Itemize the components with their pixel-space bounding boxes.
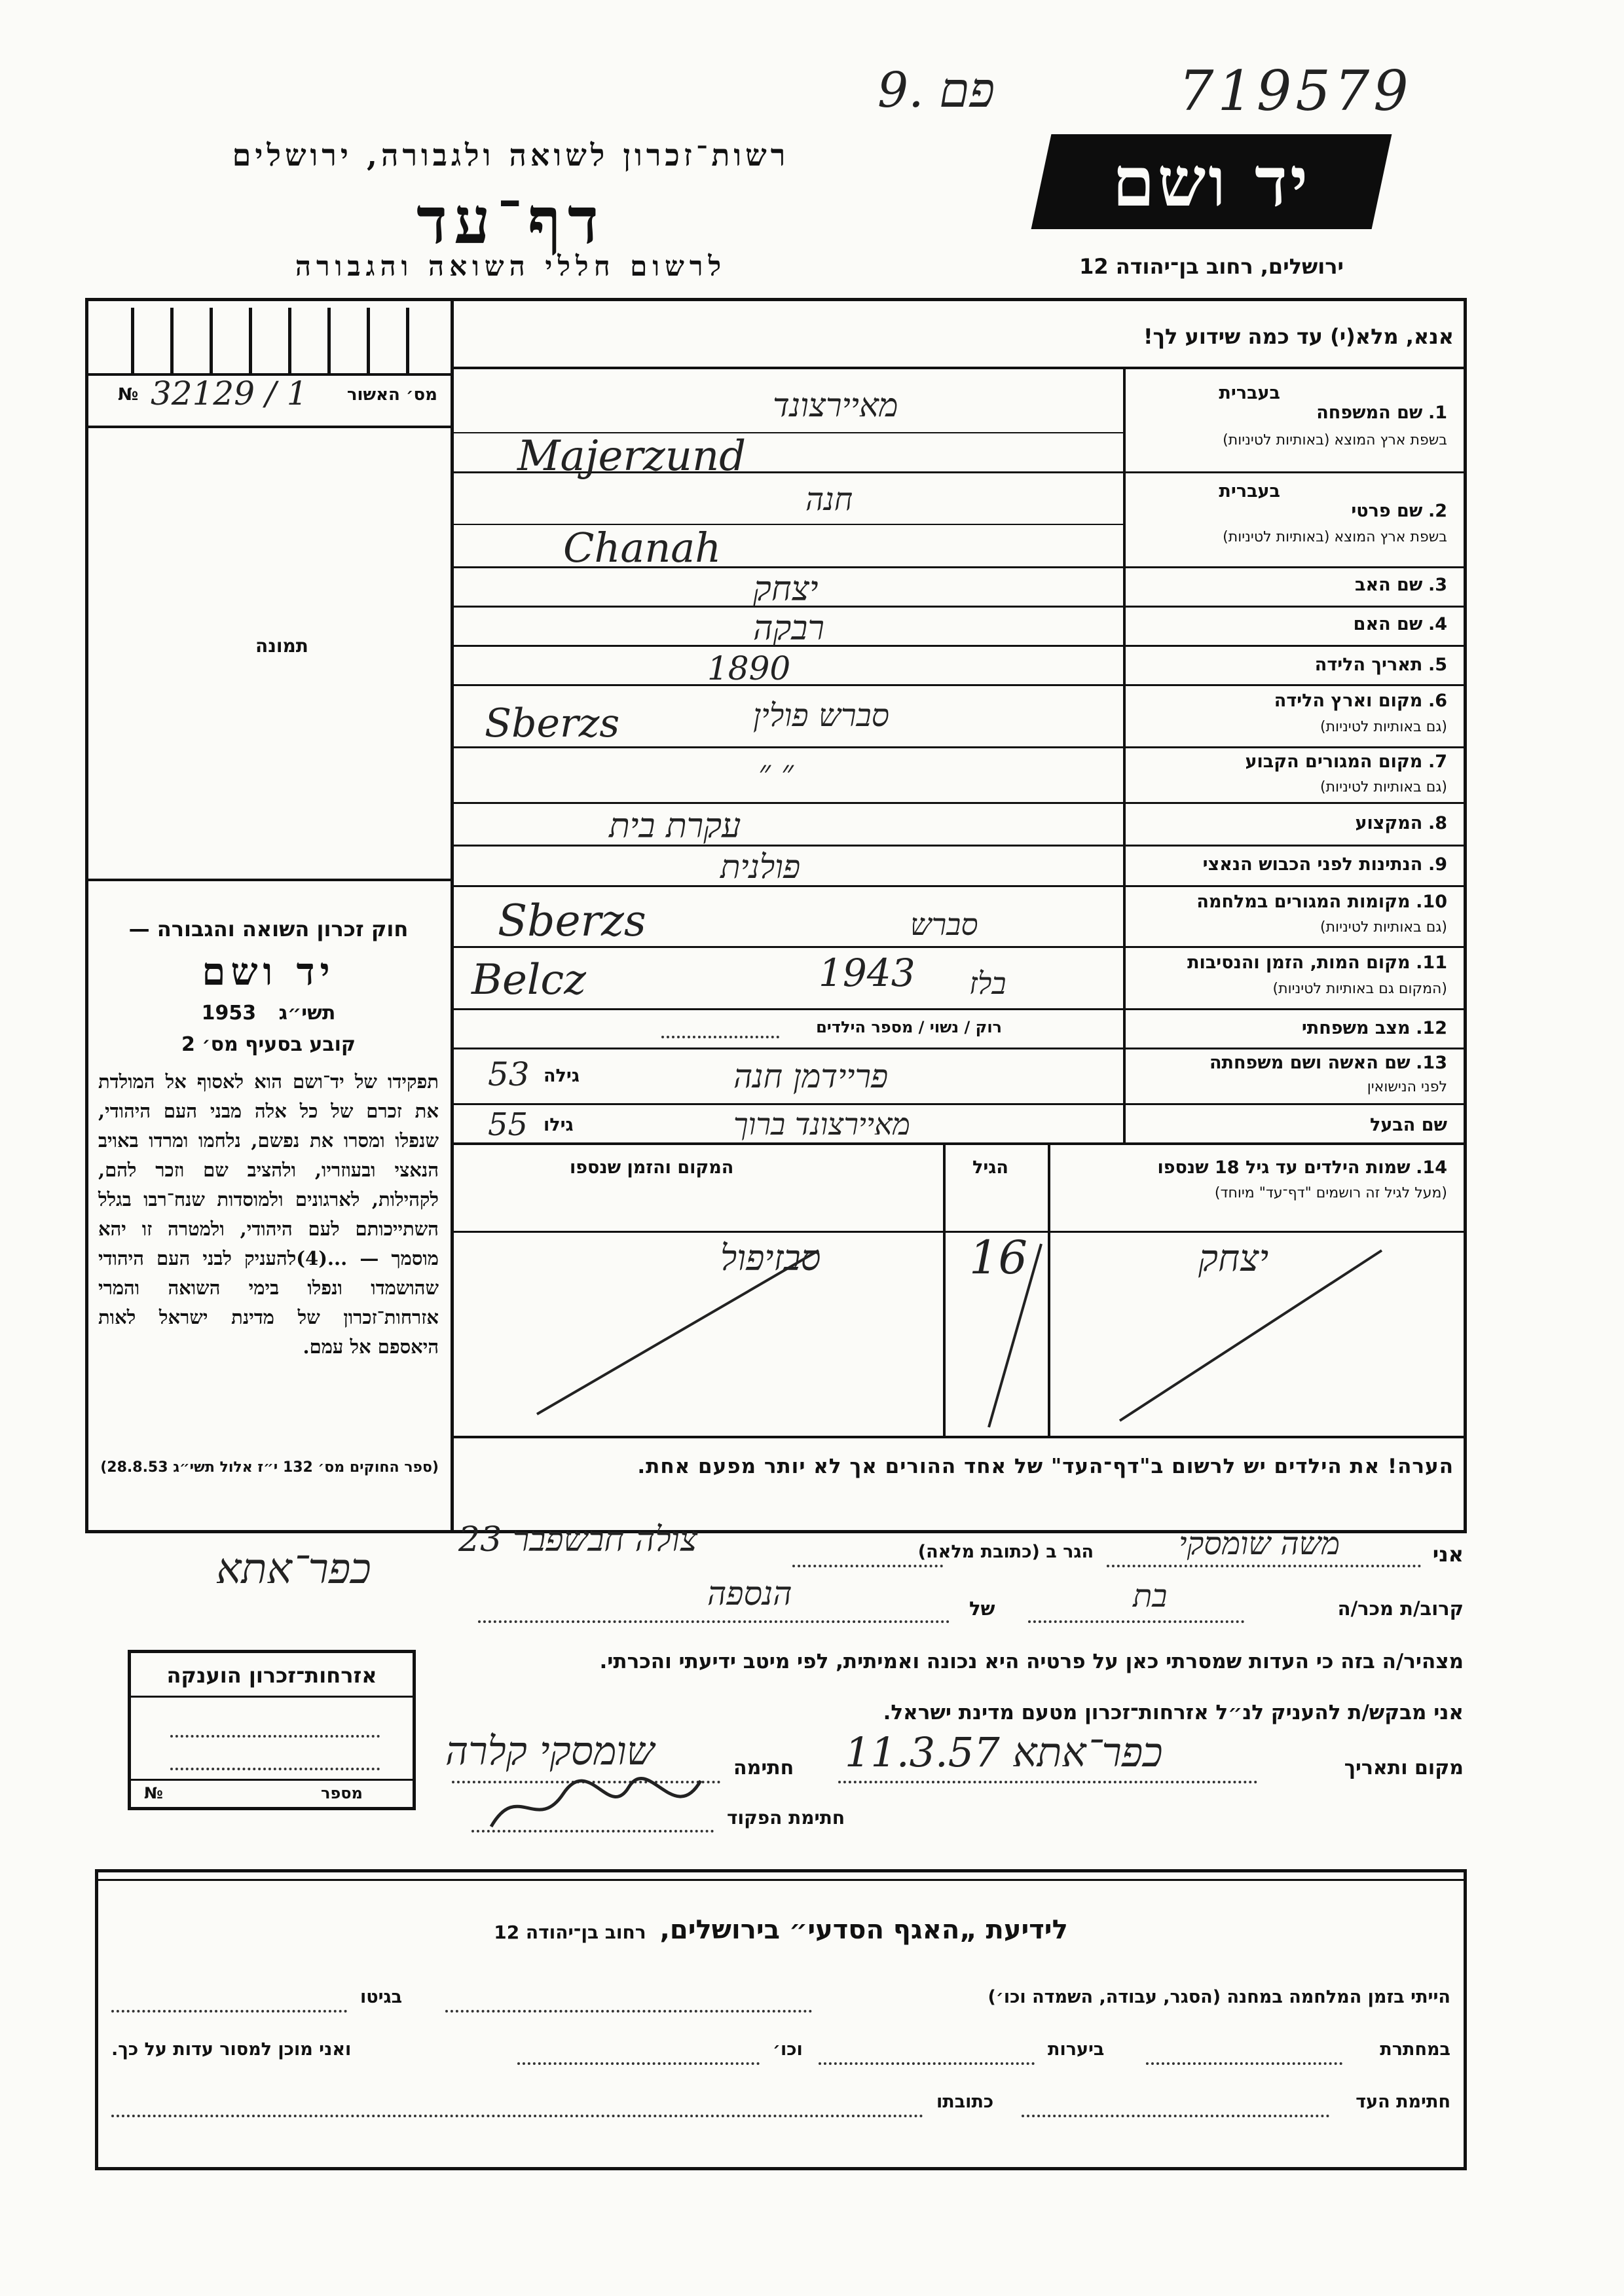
mother-name[interactable]: רבקה bbox=[753, 609, 824, 648]
footer-ready-label: ואני מוכן למסור עדות על כך. bbox=[111, 2039, 352, 2060]
hebrew-tag-1: בעברית bbox=[1219, 383, 1280, 403]
official-signature-label: חתימת הפקוד bbox=[727, 1807, 845, 1829]
family-name-hebrew[interactable]: מאיירצונד bbox=[773, 386, 898, 424]
cancel-strokes bbox=[452, 1231, 1467, 1436]
citizenship-box-title: אזרחות־זכרון הוענקה bbox=[166, 1663, 377, 1688]
of-value[interactable]: הנספה bbox=[707, 1575, 792, 1613]
signature-value[interactable]: שומסקי קלרה bbox=[445, 1728, 655, 1774]
father-name[interactable]: יצחק bbox=[753, 570, 819, 609]
children-subheader: (מעל לגיל זה רושמים "דף־עד" מיוחד) bbox=[1214, 1185, 1447, 1201]
law-year-hebrew: תשי״ג bbox=[278, 1002, 336, 1025]
form-title: דף־עד bbox=[416, 183, 605, 259]
field-label-9: 9. הנתינות לפני הכבוש הנאצי bbox=[1202, 854, 1447, 875]
family-name-latin[interactable]: Majerzund bbox=[517, 432, 747, 481]
law-year-row bbox=[98, 1002, 439, 1025]
birth-place-latin[interactable]: Sberzs bbox=[485, 701, 620, 746]
wartime-place-latin[interactable]: Sberzs bbox=[498, 896, 646, 946]
footer-forests-label: ביערות bbox=[1048, 2039, 1105, 2060]
wife-age[interactable]: 53 bbox=[488, 1055, 530, 1093]
relative-label: קרוב/ת מכר/ה bbox=[1337, 1597, 1464, 1620]
approval-label: מס׳ האשור bbox=[346, 385, 437, 405]
of-label: של bbox=[969, 1597, 995, 1620]
children-header: 14. שמות הילדים עד גיל 18 שנספו bbox=[1157, 1157, 1447, 1178]
declarant-address-extra[interactable]: כפר־אתא bbox=[216, 1545, 371, 1594]
law-text: תפקידו של יד־ושם הוא לאסוף אל המולדת את זכרם של כל אלה מבני העם היהודי, שנפלו ומסרו את נפשם, נלחמו ומרדו באויב הנאצי ובעוזריו, ולהציב שם וזכר להם, לקהילות, לארגונים ולמוסדות שנח־רבו בגלל השתייכותם לעם היהודי, ולמטרה זו יהא מוסמך — ...(4)להעניק לבני העם היהודי שהושמדו ונפלו בימי השואה והמרי אזרחות־זכרון של מדינת ישראל לאות היאספם אל עמם. bbox=[98, 1070, 439, 1358]
children-col-age: הגיל bbox=[972, 1157, 1008, 1178]
child-age[interactable]: 16 bbox=[969, 1231, 1028, 1285]
fill-request: אנא, מלא(י) עד כמה שידוע לך! bbox=[1143, 324, 1454, 349]
official-signature[interactable] bbox=[478, 1768, 714, 1840]
footer-address: רחוב בן־יהודה 12 bbox=[494, 1922, 646, 1943]
death-place-latin[interactable]: Belcz bbox=[471, 956, 586, 1004]
request-text: אני מבקש/ת להעניק לנ״ל אזרחות־זכרון מטעם מדינת ישראל. bbox=[883, 1701, 1464, 1724]
husband-name[interactable]: מאיירצונד ברוך bbox=[733, 1106, 910, 1142]
field-label-5: 5. תאריך הלידה bbox=[1314, 655, 1447, 675]
declarant-name[interactable]: משה שומסקי bbox=[1179, 1525, 1340, 1562]
first-name-hebrew[interactable]: חנה bbox=[805, 481, 853, 518]
approval-no-symbol: № bbox=[118, 385, 139, 405]
child-place[interactable]: סבזיפול bbox=[720, 1237, 821, 1279]
footer-box bbox=[95, 1869, 1467, 2170]
footer-heading-row bbox=[95, 1915, 1467, 1945]
footer-witness-signature-label: חתימת העד bbox=[1356, 2092, 1450, 2112]
footer-etc-label: וכו׳ bbox=[773, 2039, 803, 2060]
husband-age[interactable]: 55 bbox=[488, 1106, 528, 1143]
field-label-12: 12. מצב משפחתי bbox=[1301, 1018, 1447, 1038]
death-year[interactable]: 1943 bbox=[819, 951, 915, 995]
relative-value[interactable]: בת bbox=[1133, 1578, 1168, 1614]
logo-text: יד ושם bbox=[1112, 141, 1311, 222]
law-clause: קובע בסעיף מס׳ 2 bbox=[181, 1033, 356, 1056]
field-label-8: 8. המקצוע bbox=[1355, 813, 1447, 833]
wartime-place-hebrew[interactable]: סברש bbox=[910, 907, 978, 942]
citizenship-box-number-label: מספר bbox=[321, 1784, 363, 1802]
death-place-hebrew[interactable]: בלז bbox=[969, 966, 1006, 1001]
field-label-3: 3. שם האב bbox=[1354, 575, 1447, 595]
birth-place-hebrew[interactable]: סברש פולין bbox=[753, 697, 889, 734]
top-code-mark: 9. פם bbox=[877, 62, 995, 118]
wife-age-label: גילה bbox=[544, 1066, 580, 1086]
footer-heading: לידיעת „האגף הסדעי״ בירושלים, bbox=[659, 1915, 1068, 1945]
law-name: יד ושם bbox=[202, 949, 335, 994]
residence-value[interactable]: ״ ״ bbox=[758, 753, 794, 791]
header-address: ירושלים, רחוב בן־יהודה 12 bbox=[1079, 254, 1344, 279]
wife-name[interactable]: פריידמן חנה bbox=[733, 1057, 889, 1095]
children-note: הערה! את הילדים יש לרשום ב"דף־העד" של אחד ההורים אך לא יותר מפעם אחת. bbox=[637, 1455, 1454, 1478]
hebrew-tag-2: בעברית bbox=[1219, 481, 1280, 501]
form-subtitle: לרשום חללי השואה והגבורה bbox=[295, 250, 727, 282]
nationality-value[interactable]: פולנית bbox=[720, 848, 801, 886]
field-label-4: 4. שם האם bbox=[1353, 614, 1447, 634]
footer-camp-label: הייתי בזמן המלחמה במחנה (הסגר, עבודה, השמדה וכו׳) bbox=[987, 1987, 1450, 2007]
organization-line: רשות־זכרון לשואה ולגבורה, ירושלים bbox=[232, 137, 790, 173]
archive-number-mark: 719579 bbox=[1179, 59, 1412, 123]
declarant-i-label: אני bbox=[1432, 1542, 1464, 1567]
declarant-address[interactable]: צולה חבשפבר 23 bbox=[458, 1520, 698, 1559]
children-col-place: המקום והזמן שנספו bbox=[570, 1157, 734, 1178]
footer-ghetto-label: בגיטו bbox=[360, 1987, 403, 2007]
affirm-text: מצהיר/ה בזה כי העדות שמסרתי כאן על פרטיה היא נכונה ואמיתית, לפי מיטב ידיעתי והכרתי. bbox=[599, 1650, 1464, 1673]
yad-vashem-logo bbox=[1031, 134, 1392, 229]
profession-value[interactable]: עקרת בית bbox=[609, 807, 741, 846]
signature-label: חתימה bbox=[733, 1757, 794, 1779]
child-name[interactable]: יצחק bbox=[1198, 1237, 1269, 1280]
footer-witness-address-label: כתובתו bbox=[936, 2092, 994, 2112]
photo-label: תמונה bbox=[255, 635, 308, 657]
place-date-label: מקום ותאריך bbox=[1344, 1757, 1464, 1779]
law-reference: (ספר החוקים מס׳ 132 י״ז אלול תשי״ג 28.8.53) bbox=[100, 1459, 439, 1476]
law-year: 1953 bbox=[201, 1002, 257, 1025]
citizenship-box-no-symbol: № bbox=[144, 1784, 163, 1802]
place-date-value[interactable]: כפר־אתא 11.3.57 bbox=[845, 1728, 1163, 1776]
footer-underground-label: במחתרת bbox=[1380, 2039, 1450, 2060]
law-title: חוק זכרון השואה והגבורה — bbox=[128, 917, 409, 941]
first-name-latin[interactable]: Chanah bbox=[563, 524, 722, 572]
birth-date[interactable]: 1890 bbox=[707, 649, 791, 687]
field-label-husband: שם הבעל bbox=[1369, 1115, 1447, 1135]
husband-age-label: גילו bbox=[544, 1115, 574, 1135]
approval-number[interactable]: 32129 / 1 bbox=[151, 374, 308, 412]
resident-label: הגר ב (כתובת מלאה) bbox=[917, 1542, 1094, 1562]
marital-options: רוק / נשוי / מספר הילדים bbox=[816, 1018, 1002, 1036]
